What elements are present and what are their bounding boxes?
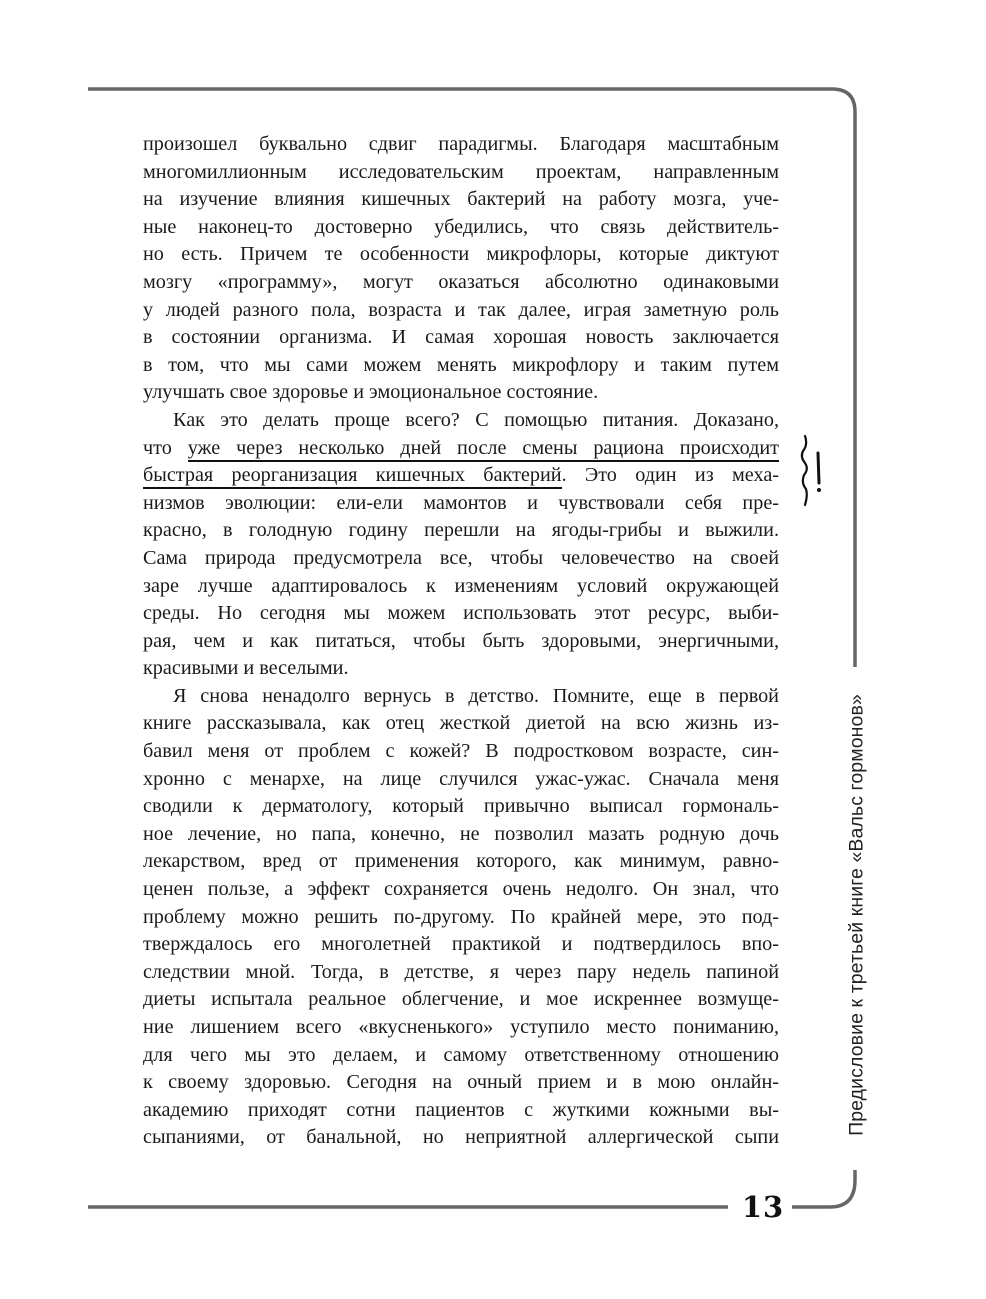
text-line (143, 435, 779, 463)
text-line: сводили к дерматологу, который привычно выписал гормональ- (143, 795, 779, 818)
text-line: красивыми и веселыми. (143, 657, 349, 680)
text-fragment: что (143, 436, 188, 459)
text-line: диеты испытала реальное облегчение, и мое искреннее возмуще- (143, 988, 779, 1011)
text-line: заре лучше адаптировалось к изменениям условий окружающей (143, 574, 779, 597)
running-title: Предисловие к третьей книге «Вальс гормонов» (845, 694, 868, 1136)
text-line: ные наконец-то достоверно убедились, что связь действитель- (143, 215, 779, 238)
page-number: 13 (741, 1190, 785, 1224)
text-line: следствии мной. Тогда, в детстве, я через пару недель папиной (143, 960, 779, 983)
text-line: проблему можно решить по-другому. По крайней мере, это под- (143, 905, 779, 928)
underlined-text: быстрая реорганизация кишечных бактерий (143, 464, 562, 489)
margin-exclamation-annotation-icon (798, 433, 828, 508)
text-line: улучшать свое здоровье и эмоциональное состояние. (143, 381, 599, 404)
text-line: многомиллионным исследовательским проектам, направленным (143, 160, 779, 183)
text-line: но есть. Причем те особенности микрофлоры, которые диктуют (143, 243, 779, 266)
text-line: тверждалось его многолетней практикой и подтвердилось впо- (143, 933, 779, 956)
text-line: у людей разного пола, возраста и так далее, играя заметную роль (143, 298, 779, 321)
text-line: произошел буквально сдвиг парадигмы. Благодаря масштабным (143, 133, 779, 155)
text-fragment: . Это один из меха- (561, 464, 780, 487)
text-line: Как это делать проще всего? С помощью питания. Доказано, (173, 408, 779, 431)
text-line: лекарством, вред от применения которого, как минимум, равно- (143, 850, 779, 873)
text-line: мозгу «программу», могут оказаться абсолютно одинаковыми (143, 270, 779, 293)
text-line (143, 462, 779, 490)
text-line: книге рассказывала, как отец жесткой диетой на всю жизнь из- (143, 712, 779, 735)
underlined-text: уже через несколько дней после смены рациона происходит (188, 437, 779, 462)
text-line: к своему здоровью. Сегодня на очный прием и в мою онлайн- (143, 1071, 779, 1094)
text-line: для чего мы это делаем, и самому ответственному отношению (143, 1043, 779, 1066)
text-line: академию приходят сотни пациентов с жуткими кожными вы- (143, 1098, 779, 1121)
text-line: на изучение влияния кишечных бактерий на работу мозга, уче- (143, 188, 779, 211)
text-line: хронно с менархе, на лице случился ужас-ужас. Сначала меня (143, 767, 779, 790)
text-line: красно, в голодную годину перешли на ягоды-грибы и выжили. (143, 519, 779, 542)
text-line: ценен пользе, а эффект сохраняется очень недолго. Он знал, что (143, 878, 779, 901)
text-line: ние лишением всего «вкусненького» уступило место пониманию, (143, 1016, 779, 1038)
text-line: среды. Но сегодня мы можем использовать этот ресурс, выби- (143, 602, 779, 625)
text-line: в том, что мы сами можем менять микрофлору и таким путем (143, 353, 779, 376)
text-line: бавил меня от проблем с кожей? В подростковом возрасте, син- (143, 740, 779, 763)
frame-bottom-right (792, 1170, 855, 1207)
text-line: сыпаниями, от банальной, но неприятной аллергической сыпи (143, 1126, 779, 1149)
text-line: ное лечение, но папа, конечно, не позволил мазать родную дочь (143, 822, 779, 845)
text-line: Я снова ненадолго вернусь в детство. Помните, еще в первой (173, 684, 779, 707)
body-text (143, 131, 779, 1152)
text-line: рая, чем и как питаться, чтобы быть здоровыми, энергичными, (143, 629, 779, 652)
text-line: в состоянии организма. И самая хорошая новость заключается (143, 326, 779, 349)
text-line: низмов эволюции: ели-ели мамонтов и чувствовали себя пре- (143, 491, 779, 514)
text-line: Сама природа предусмотрела все, чтобы человечество на своей (143, 546, 779, 569)
